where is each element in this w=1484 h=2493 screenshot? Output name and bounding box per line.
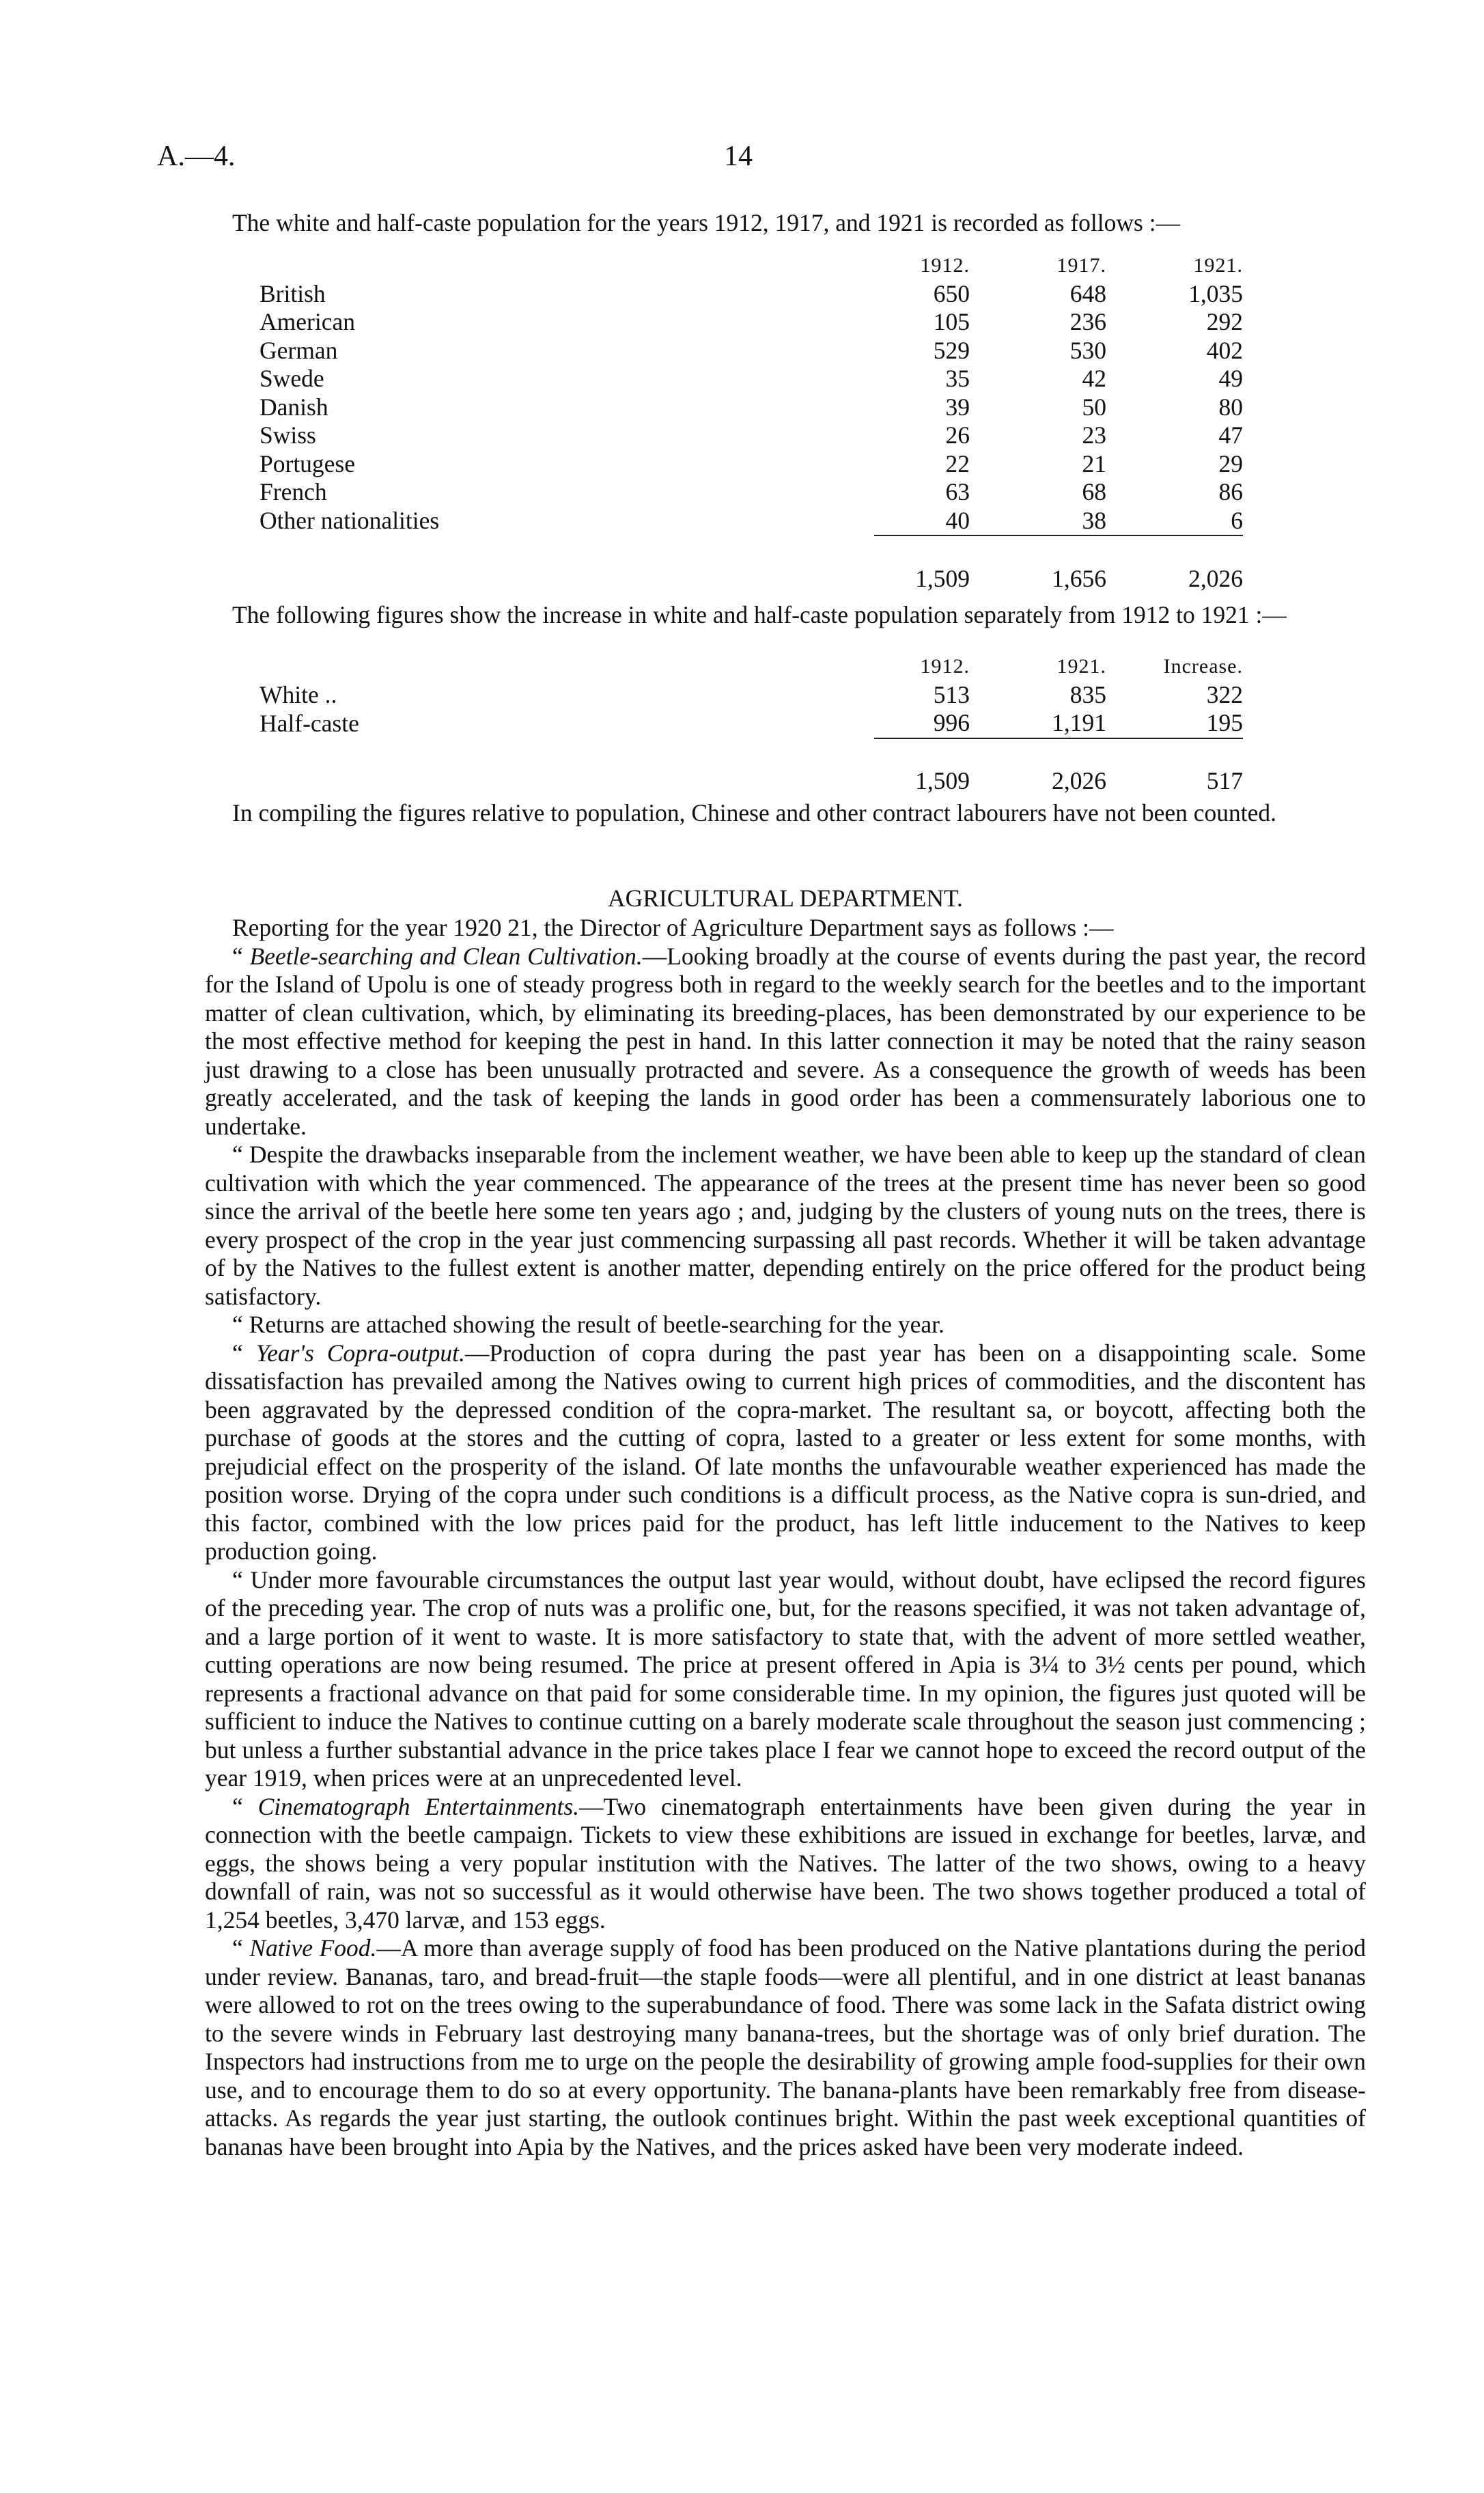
column-header: Increase. (1163, 655, 1243, 678)
cell: 236 (1069, 308, 1106, 335)
cell: 530 (1069, 336, 1106, 364)
table-row (260, 421, 1243, 450)
row-label: Other nationalities (260, 507, 440, 534)
paragraph-cinematograph: “ Cinematograph Entertainments.—Two cinematograph entertainments have been given during the year in connection with the beetle campaign. Tickets to view these exhibitions are issued in exchange for beetles, larvæ, and eggs, the shows being a very popular institution with the Natives. The latter of the two shows, owing to a heavy downfall of rain, was not so successful as it would otherwise have been. The two shows together produced a total of 1,254 beetles, 3,470 larvæ, and 153 eggs. (205, 1792, 1366, 1934)
total-cell: 1,656 (1052, 564, 1106, 592)
table-header-row (260, 652, 1243, 681)
cell: 29 (1218, 449, 1243, 477)
table-row (260, 393, 1243, 422)
row-label: German (260, 336, 338, 364)
cell: 322 (1206, 680, 1243, 708)
cell: 650 (933, 279, 970, 307)
cell: 26 (945, 421, 970, 449)
table-row (260, 337, 1243, 365)
total-cell: 1,509 (915, 564, 970, 592)
column-header: 1921. (1193, 254, 1243, 277)
table-row (260, 709, 1243, 738)
table-row (260, 365, 1243, 393)
paragraph-body: Despite the drawbacks inseparable from the inclement weather, we have been able to keep up the standard of clean cultivation with which the year commenced. The appearance of the trees at the present time has never been so good since the arrival of the beetle here some ten years ago ; and, judging by the clusters of young nuts on the trees, there is every prospect of the crop in the year just commencing surpassing all past records. Whether it will be taken advantage of by the Natives to the fullest extent is another matter, depending entirely on the price offered for the product being satisfactory. (205, 1141, 1366, 1310)
paragraph-drawbacks: “ Despite the drawbacks inseparable from the inclement weather, we have been able to keep up the standard of clean cultivation with which the year commenced. The appearance of the trees at the present time has never been so good since the arrival of the beetle here some ten years ago ; and, judging by the clusters of young nuts on the trees, there is every prospect of the crop in the year just commencing surpassing all past records. Whether it will be taken advantage of by the Natives to the fullest extent is another matter, depending entirely on the price offered for the product being satisfactory. (205, 1141, 1366, 1310)
spacer-row (260, 738, 1243, 768)
column-header: 1912. (920, 254, 970, 277)
table-row (260, 507, 1243, 536)
paragraph-heading: Native Food. (249, 1934, 377, 1962)
cell: 68 (1082, 478, 1106, 505)
paragraph-returns: “ Returns are attached showing the result of beetle-searching for the year. (232, 1311, 944, 1338)
row-label: Swiss (260, 421, 316, 449)
paragraph-body: —A more than average supply of food has been produced on the Native plantations during the period under review. Bananas, taro, and bread-fruit—the staple foods—were all plentiful, and in one district at least bananas were allowed to rot on the trees owing to the superabundance of food. There was some lack in the Safata district owing to the severe winds in February last destroying many banana-trees, but the shortage was of only brief duration. The Inspectors had instructions from me to urge on the people the desirability of growing ample food-supplies for their own use, and to encourage them to do so at every opportunity. The banana-plants have been remarkably free from disease-attacks. As regards the year just starting, the outlook continues bright. Within the past week exceptional quantities of bananas have been brought into Apia by the Natives, and the prices asked have been very moderate indeed. (205, 1934, 1366, 2160)
cell: 1,035 (1188, 279, 1243, 307)
column-header: 1921. (1056, 655, 1106, 678)
row-label: French (260, 478, 327, 505)
cell: 38 (1082, 506, 1106, 534)
document-reference: A.—4. (157, 141, 236, 172)
population-table-nationalities (260, 251, 1243, 593)
row-label: Half-caste (260, 709, 359, 737)
table-row (260, 280, 1243, 309)
section-title: AGRICULTURAL DEPARTMENT. (608, 885, 963, 912)
paragraph-body: Under more favourable circumstances the output last year would, without doubt, have eclipsed the record figures of the preceding year. The crop of nuts was a prolific one, but, for the reasons specified, it was not taken advantage of, and a large portion of it went to waste. It is more satisfactory to state that, with the advent of more settled weather, cutting operations are now being resumed. The price at present offered in Apia is 3¼ to 3½ cents per pound, which represents a fractional advance on that paid for some considerable time. In my opinion, the figures just quoted will be sufficient to induce the Natives to continue cutting on a barely moderate scale throughout the season just commencing ; but unless a further substantial advance in the price takes place I fear we cannot hope to exceed the record output of the year 1919, when prices were at an unprecedented level. (205, 1565, 1366, 1792)
row-label: White .. (260, 680, 337, 708)
paragraph-body: —Production of copra during the past year has been on a disappointing scale. Some dissatisfaction has prevailed among the Natives owing to current high prices of commodities, and the discontent has been aggravated by the depressed condition of the copra-market. The resultant sa, or boycott, affecting both the purchase of goods at the stores and the cutting of copra, lasted to a greater or less extent for some months, with prejudicial effect on the prosperity of the island. Of late months the unfavourable weather experienced has made the position worse. Drying of the copra under such conditions is a difficult process, as the Native copra is sun-dried, and this factor, combined with the low prices paid for the product, has left little inducement to the Natives to keep production going. (205, 1339, 1366, 1565)
population-note: In compiling the figures relative to population, Chinese and other contract labourers have not been counted. (232, 799, 1276, 826)
report-body (205, 914, 1366, 2161)
total-cell: 2,026 (1188, 564, 1243, 592)
paragraph-copra-output: “ Year's Copra-output.—Production of copra during the past year has been on a disappointing scale. Some dissatisfaction has prevailed among the Natives owing to current high prices of commodities, and the discontent has been aggravated by the depressed condition of the copra-market. The resultant sa, or boycott, affecting both the purchase of goods at the stores and the cutting of copra, lasted to a greater or less extent for some months, with prejudicial effect on the prosperity of the island. Of late months the unfavourable weather experienced has made the position worse. Drying of the copra under such conditions is a difficult process, as the Native copra is sun-dried, and this factor, combined with the low prices paid for the product, has left little inducement to the Natives to keep production going. (205, 1339, 1366, 1565)
table-row (260, 681, 1243, 710)
cell: 402 (1206, 336, 1243, 364)
row-label: Danish (260, 393, 328, 421)
cell: 35 (945, 365, 970, 392)
paragraph-body: —Looking broadly at the course of events during the past year, the record for the Island of Upolu is one of steady progress both in regard to the weekly search for the beetles and to the important matter of clean cultivation, which, by eliminating its breeding-places, has been demonstrated by our experience to be the most effective method for keeping the pest in hand. In this latter connection it may be noted that the rainy season just drawing to a close has been unusually protracted and severe. As a consequence the growth of weeds has been greatly accelerated, and the task of keeping the lands in good order has been a commensurately laborious one to undertake. (205, 942, 1367, 1140)
cell: 996 (933, 709, 970, 736)
page-number: 14 (724, 141, 753, 172)
cell: 23 (1082, 421, 1106, 449)
table-row (260, 308, 1243, 337)
paragraph-heading: Beetle-searching and Clean Cultivation. (249, 942, 643, 970)
cell: 513 (933, 680, 970, 708)
row-label: American (260, 308, 355, 335)
cell: 42 (1082, 365, 1106, 392)
column-header: 1917. (1056, 254, 1106, 277)
cell: 292 (1206, 308, 1243, 335)
cell: 63 (945, 478, 970, 505)
population-table-increase (260, 652, 1243, 796)
total-cell: 517 (1206, 767, 1243, 794)
reporting-intro: Reporting for the year 1920 21, the Director of Agriculture Department says as follows :— (232, 914, 1114, 941)
paragraph-heading: Cinematograph Entertainments. (257, 1792, 580, 1820)
cell: 49 (1218, 365, 1243, 392)
total-cell: 2,026 (1052, 767, 1106, 794)
cell: 39 (945, 393, 970, 421)
paragraph-body: —Two cinematograph entertainments have been given during the year in connection with the beetle campaign. Tickets to view these exhibitions are issued in exchange for beetles, larvæ, and eggs, the shows being a very popular institution with the Natives. The latter of the two shows, owing to a heavy downfall of rain, was not so successful as it would otherwise have been. The two shows together produced a total of 1,254 beetles, 3,470 larvæ, and 153 eggs. (205, 1792, 1366, 1934)
cell: 50 (1082, 393, 1106, 421)
cell: 648 (1069, 279, 1106, 307)
paragraph-heading: Year's Copra-output. (255, 1339, 465, 1367)
increase-intro: The following figures show the increase in white and half-caste population separately from 1912 to 1921 :— (232, 601, 1287, 628)
column-header: 1912. (920, 655, 970, 678)
paragraph-body: Returns are attached showing the result of beetle-searching for the year. (249, 1311, 944, 1338)
cell: 1,191 (1052, 709, 1106, 736)
paragraph-beetle-searching: “ Beetle-searching and Clean Cultivation.—Looking broadly at the course of events during the past year, the record for the Island of Upolu is one of steady progress both in regard to the weekly search for the beetles and to the important matter of clean cultivation, which, by eliminating its breeding-places, has been demonstrated by our experience to be the most effective method for keeping the pest in hand. In this latter connection it may be noted that the rainy season just drawing to a close has been unusually protracted and severe. As a consequence the growth of weeds has been greatly accelerated, and the task of keeping the lands in good order has been a commensurately laborious one to undertake. (205, 942, 1367, 1140)
row-label: British (260, 279, 326, 307)
table-header-row (260, 251, 1243, 280)
spacer-row (260, 535, 1243, 565)
cell: 86 (1218, 478, 1243, 505)
paragraph-native-food: “ Native Food.—A more than average supply of food has been produced on the Native plantations during the period under review. Bananas, taro, and bread-fruit—the staple foods—were all plentiful, and in one district at least bananas were allowed to rot on the trees owing to the superabundance of food. There was some lack in the Safata district owing to the severe winds in February last destroying many banana-trees, but the shortage was of only brief duration. The Inspectors had instructions from me to urge on the people the desirability of growing ample food-supplies for their own use, and to encourage them to do so at every opportunity. The banana-plants have been remarkably free from disease-attacks. As regards the year just starting, the outlook continues bright. Within the past week exceptional quantities of bananas have been brought into Apia by the Natives, and the prices asked have been very moderate indeed. (205, 1934, 1366, 2160)
row-label: Swede (260, 365, 324, 392)
page-header (157, 140, 1352, 181)
totals-row (260, 767, 1243, 796)
total-cell: 1,509 (915, 767, 970, 794)
cell: 835 (1069, 680, 1106, 708)
row-label: Portugese (260, 449, 356, 477)
cell: 529 (933, 336, 970, 364)
table-row (260, 478, 1243, 507)
population-intro: The white and half-caste population for the years 1912, 1917, and 1921 is recorded as follows :— (232, 209, 1181, 236)
totals-row (260, 565, 1243, 594)
cell: 40 (945, 506, 970, 534)
cell: 21 (1082, 449, 1106, 477)
cell: 22 (945, 449, 970, 477)
cell: 80 (1218, 393, 1243, 421)
cell: 6 (1231, 506, 1243, 534)
paragraph-favourable-circumstances: “ Under more favourable circumstances the output last year would, without doubt, have eclipsed the record figures of the preceding year. The crop of nuts was a prolific one, but, for the reasons specified, it was not taken advantage of, and a large portion of it went to waste. It is more satisfactory to state that, with the advent of more settled weather, cutting operations are now being resumed. The price at present offered in Apia is 3¼ to 3½ cents per pound, which represents a fractional advance on that paid for some considerable time. In my opinion, the figures just quoted will be sufficient to induce the Natives to continue cutting on a barely moderate scale throughout the season just commencing ; but unless a further substantial advance in the price takes place I fear we cannot hope to exceed the record output of the year 1919, when prices were at an unprecedented level. (205, 1565, 1366, 1792)
cell: 195 (1206, 709, 1243, 736)
cell: 47 (1218, 421, 1243, 449)
table-row (260, 450, 1243, 479)
cell: 105 (933, 308, 970, 335)
